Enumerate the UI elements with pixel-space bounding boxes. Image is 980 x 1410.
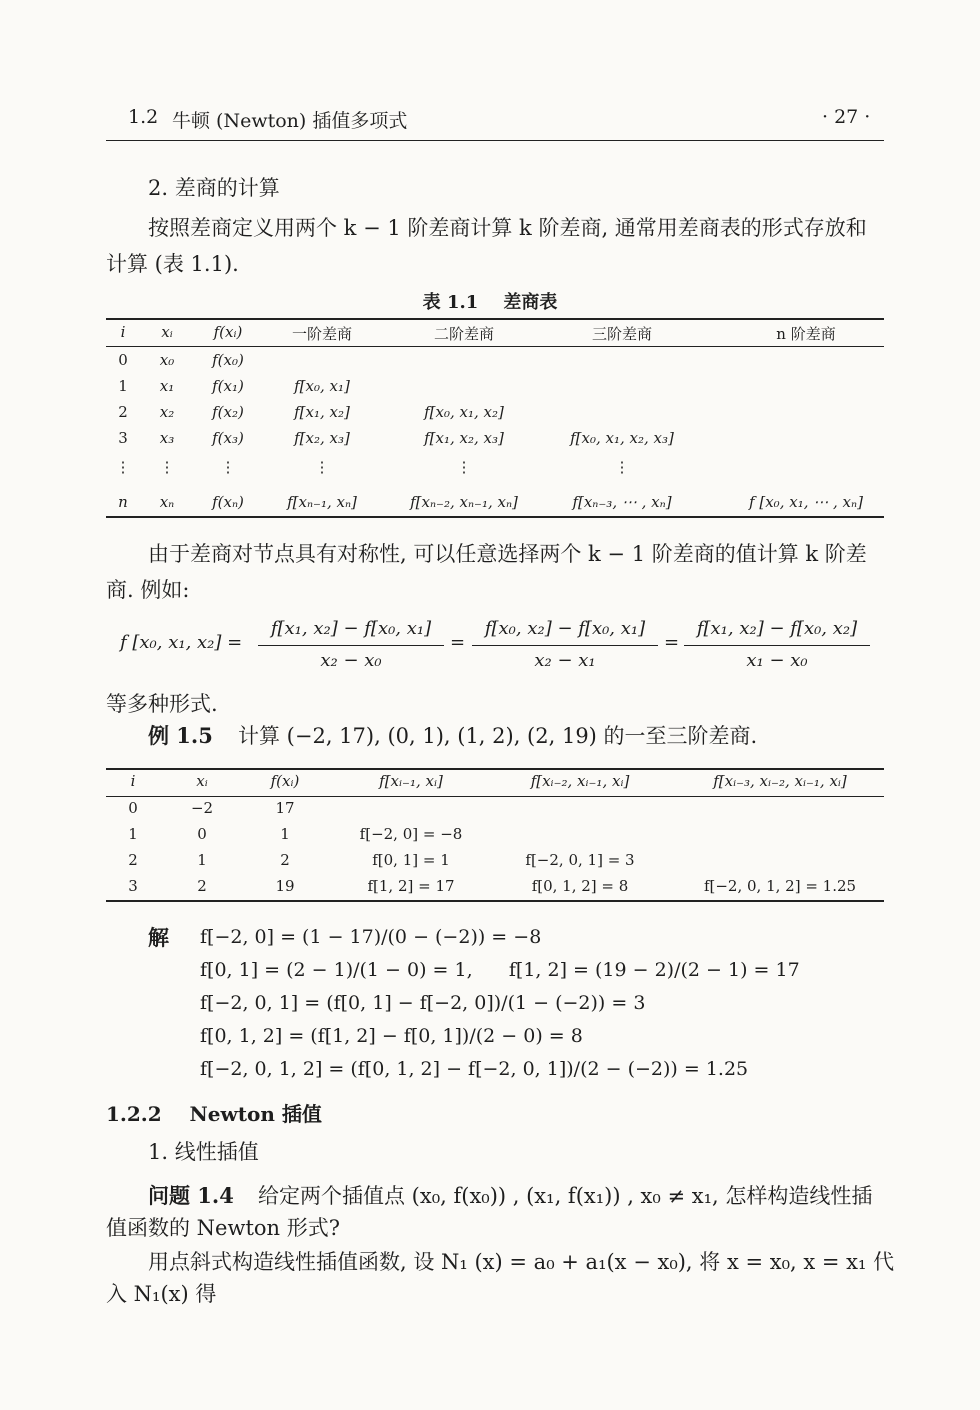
table-header-cell: 二阶差商	[433, 325, 495, 343]
table-header-cell: f(xᵢ)	[270, 772, 300, 790]
table-cell: f(x₂)	[212, 403, 244, 421]
table-cell: f [x₀, x₁, ⋯ , xₙ]	[749, 493, 863, 511]
table-cell: 1	[197, 851, 207, 869]
paragraph-line: 由于差商对节点具有对称性, 可以任意选择两个 k − 1 阶差商的值计算 k 阶差	[148, 542, 867, 566]
fraction-numerator: f[x₁, x₂] − f[x₀, x₁]	[270, 618, 432, 639]
table-cell: 1	[128, 825, 138, 843]
table-cell: xₙ	[159, 493, 175, 511]
table-header-cell: f(xᵢ)	[213, 323, 243, 341]
table-top-rule	[106, 318, 884, 320]
subsection-heading: 2. 差商的计算	[148, 176, 280, 200]
table-cell: f[x₁, x₂]	[294, 403, 350, 421]
table-cell: ⋮	[115, 458, 131, 476]
table-cell: f[−2, 0] = −8	[359, 825, 463, 843]
table-cell: f(x₀)	[212, 351, 244, 369]
problem-text: 给定两个插值点 (x₀, f(x₀)) , (x₁, f(x₁)) , x₀ ≠ x₁, 怎样构造线性插	[258, 1184, 873, 1208]
table-caption: 表 1.1 差商表	[422, 292, 558, 313]
fraction-bar	[684, 645, 870, 646]
fraction-denominator: x₂ − x₀	[320, 650, 382, 671]
table-cell: ⋮	[159, 458, 175, 476]
table-cell: f[x₀, x₁, x₂, x₃]	[570, 429, 674, 447]
table-cell: f[0, 1] = 1	[372, 851, 450, 869]
table-cell: f[x₁, x₂, x₃]	[424, 429, 504, 447]
header-title: 牛顿 (Newton) 插值多项式	[172, 110, 408, 132]
equals-sign: =	[664, 632, 680, 653]
fraction-denominator: x₁ − x₀	[746, 650, 808, 671]
table-cell: f[1, 2] = 17	[367, 877, 455, 895]
fraction-bar	[258, 645, 444, 646]
table-header-cell: f[xᵢ₋₁, xᵢ]	[379, 772, 443, 790]
table-cell: f[x₀, x₁, x₂]	[424, 403, 504, 421]
page-number: · 27 ·	[822, 106, 871, 128]
paragraph-line: 商. 例如:	[106, 578, 190, 602]
table-cell: ⋮	[614, 458, 630, 476]
table-cell: ⋮	[220, 458, 236, 476]
solution-label: 解	[148, 925, 169, 950]
table-cell: f(xₙ)	[212, 493, 244, 511]
paragraph-line: 按照差商定义用两个 k − 1 阶差商计算 k 阶差商, 通常用差商表的形式存放和	[148, 216, 867, 240]
paragraph-line: 等多种形式.	[106, 692, 218, 716]
paragraph-line: 用点斜式构造线性插值函数, 设 N₁ (x) = a₀ + a₁(x − x₀), 将 x = x₀, x = x₁ 代	[148, 1250, 895, 1274]
table-cell: f[x₂, x₃]	[294, 429, 350, 447]
table-cell: f[xₙ₋₃, ⋯ , xₙ]	[572, 493, 672, 511]
solution-line: f[0, 1] = (2 − 1)/(1 − 0) = 1, f[1, 2] = (19 − 2)/(2 − 1) = 17	[200, 959, 800, 981]
problem-label: 问题 1.4	[148, 1183, 234, 1208]
table-header-cell: xᵢ	[161, 323, 173, 341]
table-cell: 2	[197, 877, 207, 895]
table-cell: f(x₁)	[212, 377, 244, 395]
section-heading: 1.2.2 Newton 插值	[106, 1102, 322, 1126]
header-rule	[106, 140, 884, 141]
table-cell: 0	[197, 825, 207, 843]
table-cell: 2	[128, 851, 138, 869]
table-cell: 2	[280, 851, 290, 869]
table-cell: n	[118, 493, 128, 511]
table-header-rule	[106, 346, 884, 347]
fraction-numerator: f[x₁, x₂] − f[x₀, x₂]	[696, 618, 858, 639]
table-cell: f[xₙ₋₁, xₙ]	[287, 493, 357, 511]
table-cell: 3	[118, 429, 128, 447]
fraction-numerator: f[x₀, x₂] − f[x₀, x₁]	[484, 618, 646, 639]
example-label: 例 1.5	[148, 723, 213, 748]
table-header-cell: n 阶差商	[776, 325, 836, 343]
table-header-cell: i	[120, 323, 126, 341]
table-cell: x₁	[159, 377, 175, 395]
table-cell: 3	[128, 877, 138, 895]
problem-text: 值函数的 Newton 形式?	[106, 1216, 340, 1240]
table-cell: 19	[275, 877, 295, 895]
table-cell: f[−2, 0, 1] = 3	[525, 851, 635, 869]
paragraph-line: 入 N₁(x) 得	[106, 1282, 217, 1306]
solution-line: f[−2, 0, 1, 2] = (f[0, 1, 2] − f[−2, 0, 1])/(2 − (−2)) = 1.25	[200, 1058, 749, 1080]
solution-line: f[−2, 0, 1] = (f[0, 1] − f[−2, 0])/(1 − (−2)) = 3	[200, 992, 646, 1014]
table-bottom-rule	[106, 516, 884, 518]
table-cell: −2	[190, 799, 214, 817]
table-cell: f[xₙ₋₂, xₙ₋₁, xₙ]	[410, 493, 518, 511]
table-header-cell: 一阶差商	[291, 325, 353, 343]
header-section-number: 1.2	[128, 106, 159, 128]
table-cell: 1	[118, 377, 128, 395]
table-cell: ⋮	[314, 458, 330, 476]
table-cell: f[−2, 0, 1, 2] = 1.25	[703, 877, 857, 895]
subsection-heading: 1. 线性插值	[148, 1140, 259, 1164]
table-cell: 2	[118, 403, 128, 421]
fraction-bar	[472, 645, 658, 646]
table-cell: ⋮	[456, 458, 472, 476]
table-header-cell: f[xᵢ₋₂, xᵢ₋₁, xᵢ]	[530, 772, 630, 790]
table-cell: x₀	[159, 351, 175, 369]
table-header-rule	[106, 796, 884, 797]
table-header-cell: i	[130, 772, 136, 790]
table-cell: 17	[275, 799, 295, 817]
equals-sign: =	[450, 632, 466, 653]
table-header-cell: f[xᵢ₋₃, xᵢ₋₂, xᵢ₋₁, xᵢ]	[713, 772, 847, 790]
table-bottom-rule	[106, 900, 884, 902]
table-header-cell: xᵢ	[196, 772, 208, 790]
solution-line: f[0, 1, 2] = (f[1, 2] − f[0, 1])/(2 − 0) = 8	[200, 1025, 583, 1047]
table-cell: x₃	[159, 429, 175, 447]
table-cell: 1	[280, 825, 290, 843]
table-cell: x₂	[159, 403, 175, 421]
table-cell: f[x₀, x₁]	[294, 377, 350, 395]
solution-line: f[−2, 0] = (1 − 17)/(0 − (−2)) = −8	[200, 926, 542, 948]
table-cell: f(x₃)	[212, 429, 244, 447]
table-top-rule	[106, 768, 884, 770]
table-cell: 0	[128, 799, 138, 817]
equation-lhs: f [x₀, x₁, x₂] =	[120, 632, 243, 653]
table-cell: f[0, 1, 2] = 8	[531, 877, 629, 895]
fraction-denominator: x₂ − x₁	[534, 650, 596, 671]
paragraph-line: 计算 (表 1.1).	[106, 252, 239, 276]
table-cell: 0	[118, 351, 128, 369]
table-header-cell: 三阶差商	[591, 325, 653, 343]
example-text: 计算 (−2, 17), (0, 1), (1, 2), (2, 19) 的一至三阶差商.	[238, 724, 758, 748]
